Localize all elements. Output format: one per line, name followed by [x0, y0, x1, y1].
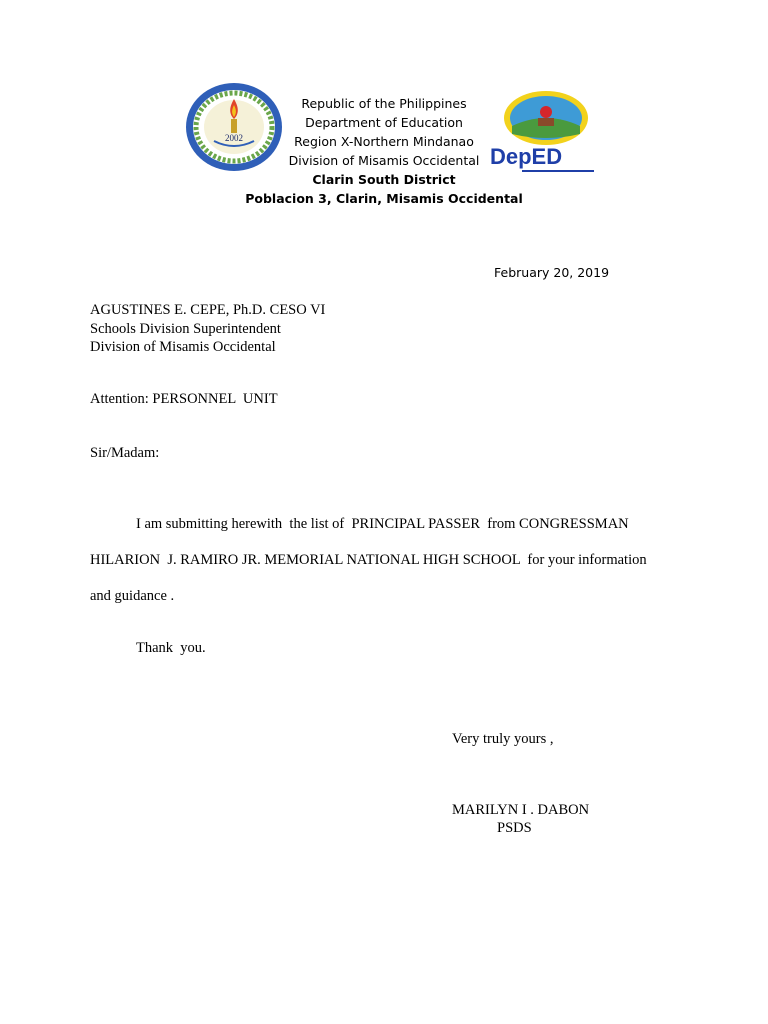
letterhead-division: Division of Misamis Occidental — [288, 153, 480, 168]
body-line-1: I am submitting herewith the list of PRINCIPAL PASSER from CONGRESSMAN — [136, 516, 629, 532]
closing-line: Very truly yours , — [452, 731, 554, 747]
thank-you-line: Thank you. — [136, 640, 206, 656]
recipient-office: Division of Misamis Occidental — [90, 339, 276, 355]
signer-name: MARILYN I . DABON — [452, 802, 590, 818]
letterhead-address: Poblacion 3, Clarin, Misamis Occidental — [245, 191, 523, 206]
letterhead-department: Department of Education — [305, 115, 463, 130]
attention-line: Attention: PERSONNEL UNIT — [90, 391, 278, 407]
svg-text:DepED: DepED — [490, 144, 563, 169]
salutation: Sir/Madam: — [90, 445, 160, 461]
deped-logo — [488, 90, 604, 174]
body-line-2: HILARION J. RAMIRO JR. MEMORIAL NATIONAL HIGH SCHOOL for your information — [90, 552, 647, 568]
letterhead-district: Clarin South District — [312, 172, 456, 187]
signer-title: PSDS — [497, 820, 532, 836]
letterhead-region: Region X-Northern Mindanao — [294, 134, 474, 149]
letter-date: February 20, 2019 — [494, 265, 610, 280]
body-line-3: and guidance . — [90, 588, 175, 604]
recipient-block — [90, 301, 325, 357]
letterhead-country: Republic of the Philippines — [301, 96, 467, 111]
svg-text:2002: 2002 — [225, 133, 243, 143]
recipient-title: Schools Division Superintendent — [90, 320, 281, 337]
recipient-name: AGUSTINES E. CEPE, Ph.D. CESO VI — [90, 302, 326, 318]
